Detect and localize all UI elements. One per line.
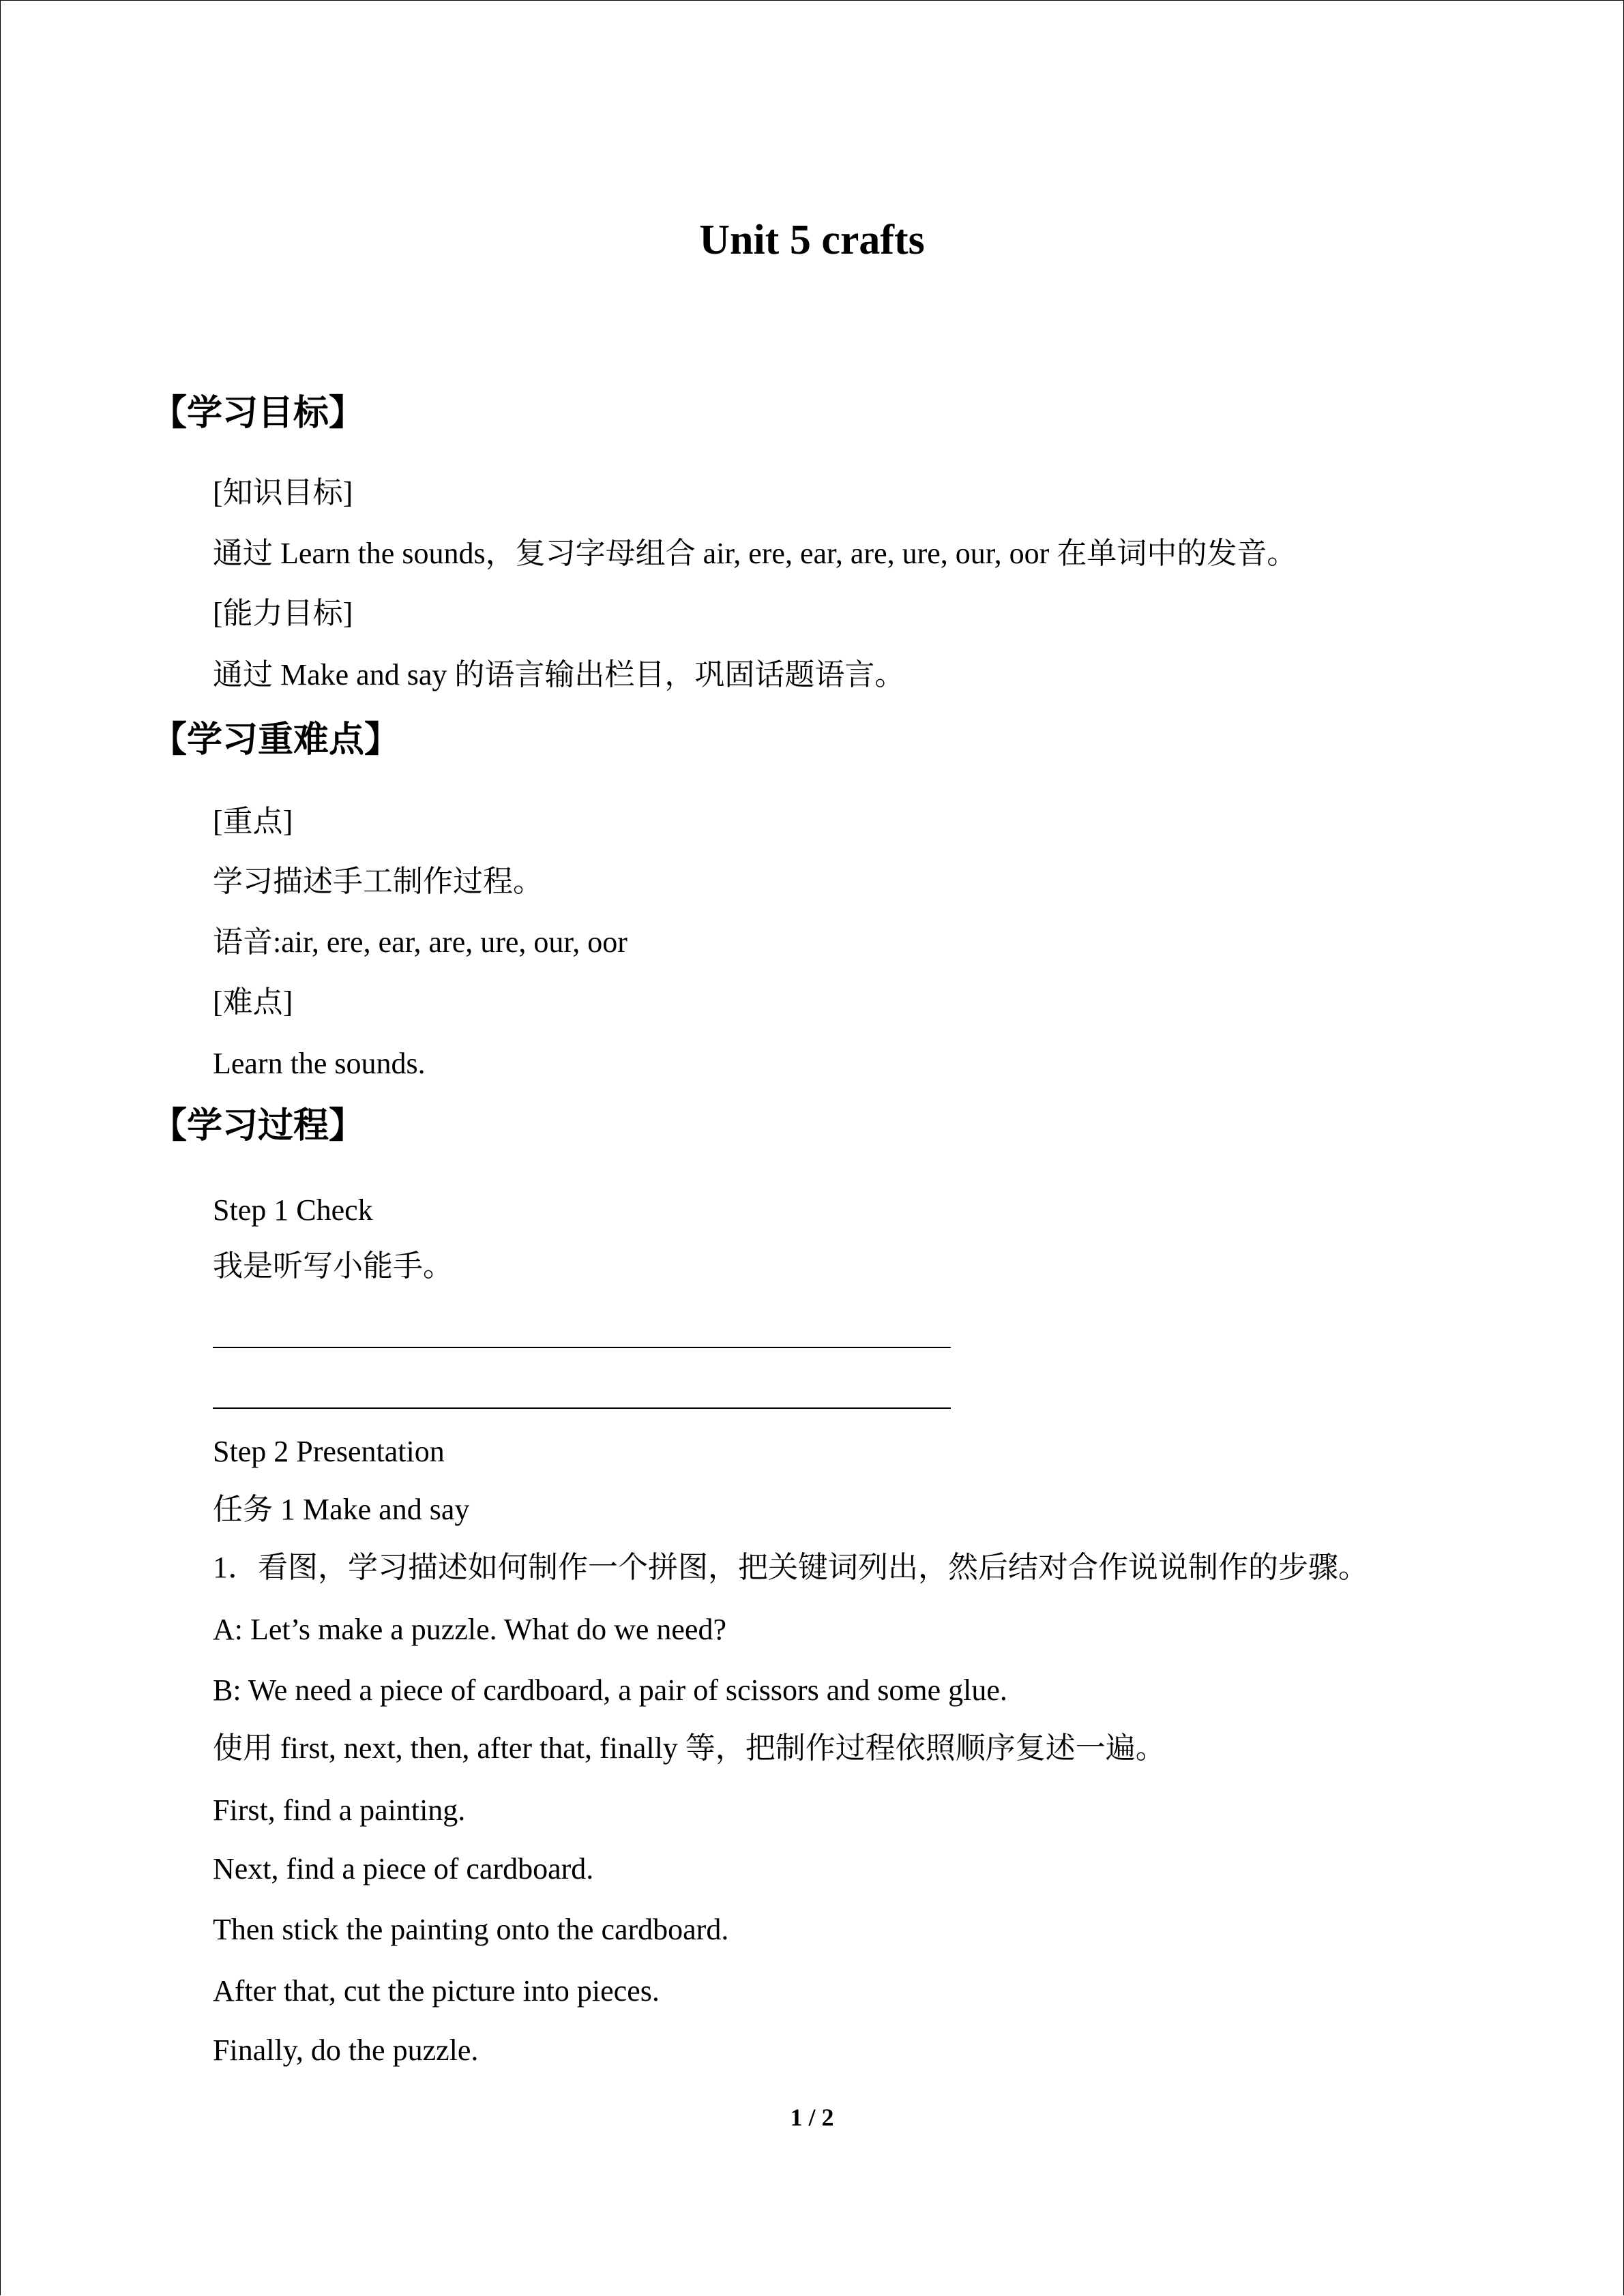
dialogue-line-a: A: Let’s make a puzzle. What do we need? [213, 1613, 726, 1646]
task-1-title: 任务 1 Make and say [213, 1493, 470, 1526]
puzzle-step-then: Then stick the painting onto the cardboard. [213, 1913, 729, 1946]
step-1-title: Step 1 Check [213, 1193, 373, 1227]
section-heading-objectives: 【学习目标】 [151, 393, 365, 434]
key-point-text: 学习描述手工制作过程。 [213, 865, 543, 898]
puzzle-step-next: Next, find a piece of cardboard. [213, 1852, 594, 1885]
key-point-phonics: 语音:air, ere, ear, are, ure, our, oor [213, 925, 628, 959]
page-number: 1 / 2 [790, 2104, 834, 2131]
document-title: Unit 5 crafts [699, 217, 925, 263]
dictation-blank-line-1 [213, 1347, 951, 1348]
step-2-title: Step 2 Presentation [213, 1435, 445, 1468]
objectives-knowledge-text: 通过 Learn the sounds，复习字母组合 air, ere, ear, are, ure, our, oor 在单词中的发音。 [213, 537, 1297, 570]
puzzle-step-finally: Finally, do the puzzle. [213, 2033, 479, 2067]
dialogue-line-b: B: We need a piece of cardboard, a pair of scissors and some glue. [213, 1673, 1007, 1707]
difficult-point-label: [难点] [213, 985, 293, 1019]
objectives-ability-text: 通过 Make and say 的语言输出栏目，巩固话题语言。 [213, 658, 905, 691]
section-heading-process: 【学习过程】 [151, 1105, 365, 1146]
objectives-ability-label: [能力目标] [213, 597, 353, 630]
step-1-instruction: 我是听写小能手。 [213, 1249, 453, 1283]
section-heading-key-points: 【学习重难点】 [151, 719, 400, 760]
key-point-label: [重点] [213, 805, 293, 838]
puzzle-step-first: First, find a painting. [213, 1793, 466, 1827]
dictation-blank-line-2 [213, 1407, 951, 1409]
objectives-knowledge-label: [知识目标] [213, 476, 353, 509]
puzzle-step-after-that: After that, cut the picture into pieces. [213, 1974, 660, 2008]
retell-instruction: 使用 first, next, then, after that, finally 等，把制作过程依照顺序复述一遍。 [213, 1731, 1166, 1765]
difficult-point-text: Learn the sounds. [213, 1047, 426, 1080]
task-1-instruction: 1．看图，学习描述如何制作一个拼图，把关键词列出，然后结对合作说说制作的步骤。 [213, 1551, 1368, 1584]
